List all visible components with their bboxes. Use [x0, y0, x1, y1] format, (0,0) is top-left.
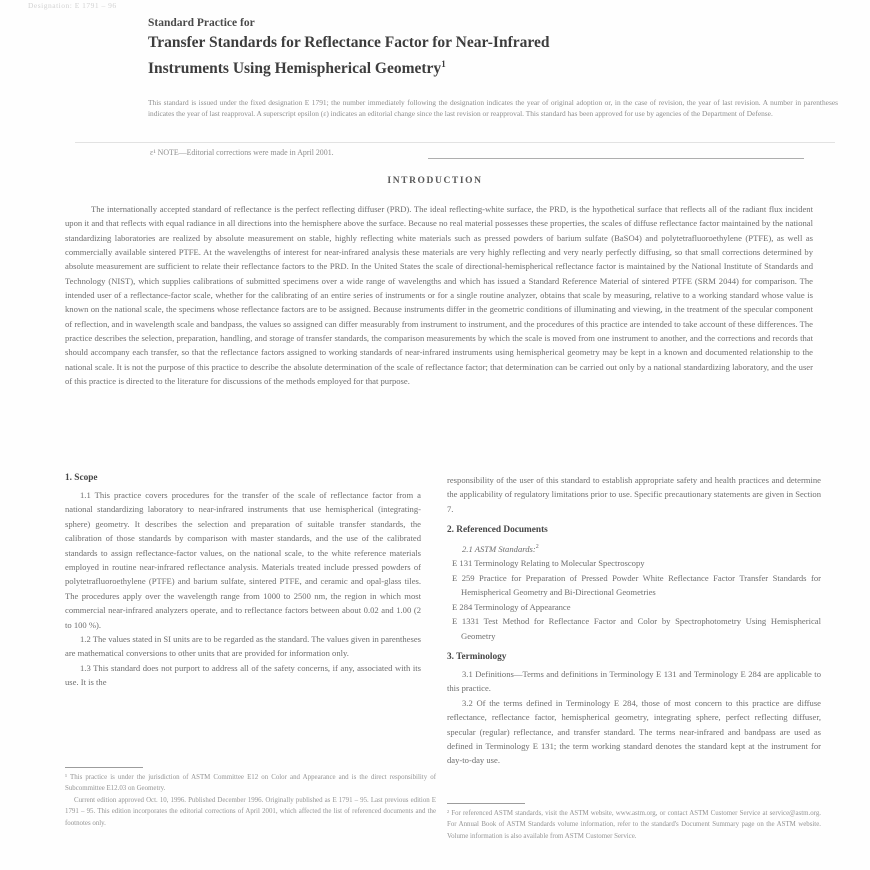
- section-2-heading: 2. Referenced Documents: [447, 525, 548, 536]
- section-1-heading: 1. Scope: [65, 473, 98, 483]
- section-3-heading: 3. Terminology: [447, 651, 507, 662]
- editorial-correction-note: ε¹ NOTE—Editorial corrections were made in April 2001.: [150, 148, 334, 157]
- referenced-standard-item: E 1331 Test Method for Reflectance Factor and Color by Spectrophotometry Using Hemispherical Geometry: [452, 616, 821, 641]
- footnote-separator-right: [447, 803, 525, 804]
- footnote-1-jurisdiction: ¹ This practice is under the jurisdiction of ASTM Committee E12 on Color and Appearance and is the direct responsibility of Subcommittee E12.03 on Geometry.: [65, 774, 436, 793]
- paragraph-1-1: 1.1 This practice covers procedures for the transfer of the scale of reflectance factor from a national standardizing laboratory to near-infrared instruments that use hemispherical (integrating-sphere) geometry. It describes the selection and preparation of suitable transfer standards, the calibration of those standards by comparison with master standards, and the use of the calibrated standards to assign reflectance-factor values, on the national scale, to the white reference materials employed in routine near-infrared reflectance analysis. Materials treated include pressed powders of polytetrafluoroethylene (PTFE) and barium sulfate, sintered PTFE, and ceramic and opal-glass tiles. The procedures apply over the wavelength range from 1000 to 2500 nm, the region in which most commercial near-infrared analyzers operate, and to reflectance factors between about 0.02 and 1.00 (2 to 100 %).: [65, 490, 421, 630]
- issuance-note: This standard is issued under the fixed designation E 1791; the number immediately following the designation indicates the year of original adoption or, in the case of revision, the year of last revision. A number in parentheses indicates the year of last reapproval. A superscript epsilon (ε) indicates an editorial change since the last revision or reapproval. This standard has been approved for use by agencies of the Department of Defense.: [148, 98, 838, 118]
- footnote-block-left: [65, 767, 436, 829]
- paragraph-3-1: 3.1 Definitions—Terms and definitions in Terminology E 131 and Terminology E 284 are applicable to this practice.: [447, 668, 821, 694]
- introduction-paragraph: The internationally accepted standard of reflectance is the perfect reflecting diffuser (PRD). The ideal reflecting-white surface, the PRD, is the hypothetical surface that reflects all of the radiant flux incident upon it and that reflects with equal radiance in all directions into the hemisphere above the surface. Because no real material possesses these properties, the scales of diffuse reflectance factor maintained by the national standardizing laboratories are realized by absolute measurement on stable, highly reflecting white materials such as pressed powders of barium sulfate (BaSO4) and polytetrafluoroethylene (PTFE), as well as commercially available sintered PTFE. At the wavelengths of interest for near-infrared analysis these materials are very highly reflecting and very nearly perfectly diffusing, so that small corrections determined by absolute measurement are sufficient to relate their reflectance factors to the PRD. In the United States the scale of directional-hemispherical reflectance factor is maintained by the National Institute of Standards and Technology (NIST), which supplies calibrations of submitted specimens over a wide range of wavelengths and which has issued a Standard Reference Material of sintered PTFE (SRM 2044) for comparison. The intended user of a reflectance-factor scale, whether for the calibrating of an entire series of instruments or for a single routine analyzer, obtains that scale by measuring, relative to a working standard whose value is known on the national scale, the specimens whose reflectance factors are to be assigned. Because instruments differ in the geometric conditions of illuminating and viewing, in the treatment of the specular component of reflection, and in wavelength scale and bandpass, the values so assigned can differ measurably from instrument to instrument, and the procedures of this practice are intended to take account of these differences. The practice describes the selection, preparation, handling, and storage of transfer standards, the comparison measurements by which the scale is moved from one instrument to another, and the corrections and records that should accompany each transfer, so that the reflectance factors assigned to working standards of near-infrared instruments using hemispherical geometry may be kept in a known and documented relationship to the national scale. It is not the purpose of this practice to describe the absolute determination of the scale of reflectance factor; that determination can be carried out only by a national standardizing laboratory, and the user of this practice is directed to the literature for discussions of the methods employed for that purpose.: [65, 204, 813, 387]
- referenced-standard-item: E 284 Terminology of Appearance: [452, 601, 571, 612]
- designation-remnant: Designation: E 1791 – 96: [28, 1, 117, 10]
- paragraph-1-3: 1.3 This standard does not purport to address all of the safety concerns, if any, associated with its use. It is the: [65, 662, 421, 688]
- document-title: [148, 33, 758, 79]
- header-divider-rule: [75, 142, 835, 143]
- referenced-standard-item: E 259 Practice for Preparation of Pressed Powder White Reflectance Factor Transfer Standards for Hemispherical Geometry and Bi-Directional Geometries: [452, 572, 821, 598]
- left-column: [65, 473, 421, 765]
- editorial-note-rule: [428, 158, 804, 159]
- footnote-1-edition: Current edition approved Oct. 10, 1996. Published December 1996. Originally published as E 1791 – 95. Last previous edition E 1791 – 95. This edition incorporates the editorial corrections of April 2001, which affected the list of referenced documents and the footnotes only.: [65, 796, 436, 827]
- referenced-footnote-ref: 2: [535, 544, 539, 551]
- title-line-1: Transfer Standards for Reflectance Factor for Near-Infrared: [148, 34, 550, 51]
- footnote-separator-left: [65, 767, 143, 768]
- right-column: [447, 473, 821, 799]
- title-line-2: Instruments Using Hemispherical Geometry: [148, 59, 442, 77]
- referenced-subheading: [447, 540, 821, 556]
- title-footnote-ref: 1: [441, 58, 446, 69]
- referenced-subheading-text: 2.1 ASTM Standards:: [462, 544, 536, 555]
- title-kicker: Standard Practice for: [148, 17, 255, 29]
- paragraph-3-2: 3.2 Of the terms defined in Terminology E 284, those of most concern to this practice are diffuse reflectance, reflectance factor, hemispherical geometry, integrating sphere, perfect reflecting diffuser, specular (regular) reflectance, and transfer standard. The terms near-infrared and bandpass are used as defined in Terminology E 131; the term working standard denotes the standard kept at the instrument for day-to-day use.: [447, 697, 821, 766]
- footnote-block-right: [447, 803, 821, 842]
- introduction-heading: INTRODUCTION: [387, 176, 483, 186]
- paragraph-1-2: 1.2 The values stated in SI units are to be regarded as the standard. The values given in parentheses are mathematical conversions to other units that are provided for information only.: [65, 634, 421, 659]
- paragraph-1-3-continuation: responsibility of the user of this standard to establish appropriate safety and health practices and determine the applicability of regulatory limitations prior to use. Specific precautionary statements are given in Section 7.: [447, 475, 821, 514]
- referenced-standard-item: E 131 Terminology Relating to Molecular Spectroscopy: [452, 558, 645, 569]
- referenced-standards-list: [447, 556, 821, 642]
- footnote-2-referenced-standards: ² For referenced ASTM standards, visit the ASTM website, www.astm.org, or contact ASTM Customer Service at service@astm.org. For Annual Book of ASTM Standards volume information, refer to the standard's Document Summary page on the ASTM website. Volume information is also available from ASTM Customer Service.: [447, 810, 821, 840]
